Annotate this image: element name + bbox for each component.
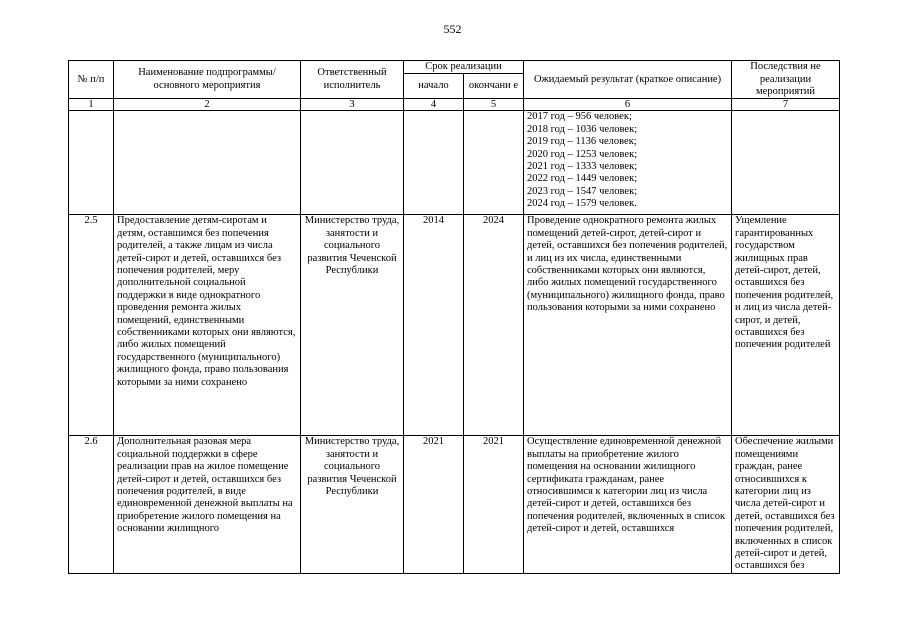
program-table — [68, 60, 840, 574]
continuation-line: 2019 год – 1136 человек; — [527, 136, 637, 148]
row-end: 2024 — [464, 215, 524, 436]
continuation-line: 2021 год – 1333 человек; — [527, 161, 638, 173]
column-number: 5 — [464, 99, 524, 111]
table-row — [69, 215, 840, 436]
table-row — [69, 436, 840, 573]
continuation-line: 2023 год – 1547 человек; — [527, 185, 638, 197]
row-executor: Министерство труда, занятости и социального развития Чеченской Республики — [301, 215, 404, 436]
cell-empty — [69, 111, 114, 215]
table-header-row — [69, 61, 840, 74]
row-num: 2.5 — [69, 215, 114, 436]
row-consequences: Ущемление гарантированных государством жилищных прав детей-сирот, детей, оставшихся без попечения родителей, и лиц из числа детей-сирот, и детей, оставшихся без попечения родителей — [732, 215, 840, 436]
page-number: 552 — [443, 22, 462, 36]
header-period: Срок реализации — [404, 61, 524, 74]
header-start: начало — [404, 74, 464, 99]
row-name: Дополнительная разовая мера социальной поддержки в сфере реализации прав на жилое помещение детей-сирот и детей, оставшихся без попечения родителей, в виде единовременной денежной выплаты на приобретение жилого помещения на основании жилищного — [114, 436, 301, 573]
row-name: Предоставление детям-сиротам и детям, оставшимся без попечения родителей, а также лицам из числа детей-сирот и детей, оставшихся без попечения родителей, меру дополнительной социальной поддержки в виде однократного проведения ремонта жилых помещений, единственными собственниками которых они являются, либо жилых помещений государственного (муниципального) жилищного фонда, право пользования которыми за ними сохранено — [114, 215, 301, 436]
continuation-result — [524, 111, 732, 215]
cell-empty — [114, 111, 301, 215]
row-num: 2.6 — [69, 436, 114, 573]
column-number-row — [69, 99, 840, 111]
cell-empty — [301, 111, 404, 215]
continuation-line: 2022 год – 1449 человек; — [527, 173, 638, 185]
table-row-continuation — [69, 111, 840, 215]
row-consequences: Обеспечение жилыми помещениями граждан, ранее относившихся к категории лиц из числа детей-сирот и детей, оставшихся без попечения родителей, включенных в список детей-сирот и детей, оставшихся без — [732, 436, 840, 573]
column-number: 2 — [114, 99, 301, 111]
row-result: Осуществление единовременной денежной выплаты на приобретение жилого помещения на основании жилищного сертификата гражданам, ранее относившимся к категории лиц из числа детей-сирот и детей, оставшихся без попечения родителей, включенных в список детей-сирот и детей, оставшихся — [524, 436, 732, 573]
column-number: 4 — [404, 99, 464, 111]
row-end: 2021 — [464, 436, 524, 573]
header-consequences: Последствия не реализации мероприятий — [732, 61, 840, 99]
continuation-line: 2024 год – 1579 человек. — [527, 198, 637, 210]
continuation-line: 2020 год – 1253 человек; — [527, 148, 638, 160]
continuation-line: 2018 год – 1036 человек; — [527, 123, 638, 135]
cell-empty — [464, 111, 524, 215]
row-executor: Министерство труда, занятости и социального развития Чеченской Республики — [301, 436, 404, 573]
column-number: 3 — [301, 99, 404, 111]
header-name: Наименование подпрограммы/ основного мероприятия — [114, 61, 301, 99]
header-end: окончани е — [464, 74, 524, 99]
column-number: 6 — [524, 99, 732, 111]
header-num: № п/п — [69, 61, 114, 99]
header-result: Ожидаемый результат (краткое описание) — [524, 61, 732, 99]
row-result: Проведение однократного ремонта жилых помещений детей-сирот, детей-сирот и детей, оставшихся без попечения родителей, и лиц из их числа, единственными собственниками которых они являются, либо жилых помещений государственного (муниципального) жилищного фонда, право пользования которыми за ними сохранено — [524, 215, 732, 436]
row-start: 2021 — [404, 436, 464, 573]
continuation-line: 2017 год – 956 человек; — [527, 111, 632, 123]
column-number: 7 — [732, 99, 840, 111]
header-executor: Ответственный исполнитель — [301, 61, 404, 99]
row-start: 2014 — [404, 215, 464, 436]
column-number: 1 — [69, 99, 114, 111]
cell-empty — [404, 111, 464, 215]
cell-empty — [732, 111, 840, 215]
